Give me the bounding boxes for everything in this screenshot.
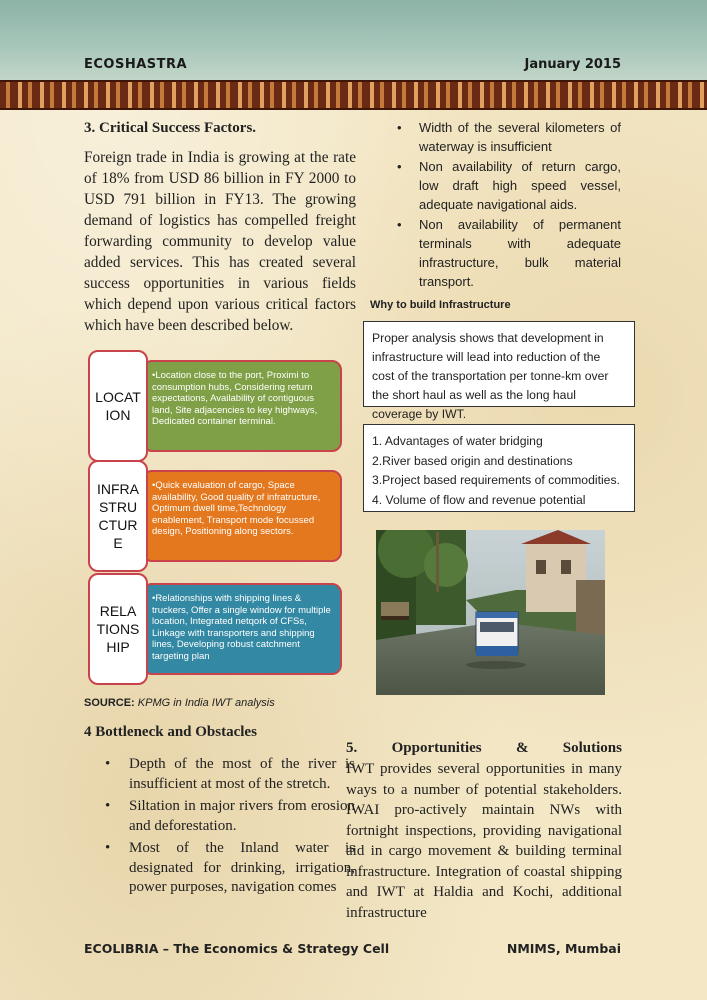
why-infrastructure-title: Why to build Infrastructure	[370, 299, 511, 311]
waterway-boat-photo	[376, 530, 605, 695]
factor-location-label	[88, 350, 148, 462]
list-item: • Most of the Inland water is designated for drinking, irrigation, power purposes, navigation comes	[105, 839, 355, 898]
factor-infrastructure-label-text: INFRASTRUCTURE	[97, 481, 139, 551]
section-5-word: &	[515, 740, 529, 756]
source-label: SOURCE:	[84, 697, 135, 709]
factor-relationship	[88, 573, 342, 685]
section-5-title	[346, 740, 622, 757]
advantage-item: 2.River based origin and destinations	[372, 453, 573, 468]
footer-cell-name: ECOLIBRIA – The Economics & Strategy Cell	[84, 941, 390, 956]
advantage-item: 1. Advantages of water bridging	[372, 434, 543, 448]
factor-infrastructure-box: •Quick evaluation of cargo, Space availability, Good quality of infratructure, Optimum dwell time,Technology enablement, Transport mode focussed design, Positioning along sectors.	[142, 470, 342, 562]
section-5-word: Solutions	[562, 740, 622, 756]
factor-relationship-label	[88, 573, 148, 685]
advantage-item: 4. Volume of flow and revenue potential	[372, 492, 586, 507]
issue-date: January 2015	[524, 57, 621, 72]
magazine-title: ECOSHASTRA	[84, 57, 188, 72]
list-item: • Width of the several kilometers of waterway is insufficient	[395, 118, 621, 156]
factor-location	[88, 350, 342, 462]
factor-relationship-box: •Relationships with shipping lines & truckers, Offer a single window for multiple location, Integrated netqork of CFSs, Linkage with transporters and shipping lines, Developing robust catchment targeting plan	[142, 583, 342, 675]
list-item: • Non availability of return cargo, low draft high speed vessel, adequate navigational aids.	[395, 157, 621, 214]
section-3-paragraph: Foreign trade in India is growing at the rate of 18% from USD 86 billion in FY 2000 to USD 791 billion in FY13. The growing demand of logistics has compelled freight forwarding community to develop value added services. This has created several success opportunities in various fields which depend upon various critical factors which have been described below.	[84, 149, 356, 334]
factor-location-label-text: LOCATION	[95, 389, 141, 423]
list-item: • Non availability of permanent terminals with adequate infrastructure, bulk material transport.	[395, 215, 621, 291]
advantages-box	[363, 424, 635, 512]
obstacle-bullets	[395, 118, 621, 292]
source-note	[84, 697, 275, 709]
why-infrastructure-box: Proper analysis shows that development in infrastructure will lead into reduction of the cost of the transportation per tonne-km over the short haul as well as the long haul coverage by IWT.	[363, 321, 635, 407]
factor-location-box: •Location close to the port, Proximi to consumption hubs, Considering return expectations, Availability of contiguous land, Site adjacencies to key highways, Dedicated container terminal.	[142, 360, 342, 452]
section-5-number: 5.	[346, 740, 358, 756]
section-3-title: 3. Critical Success Factors.	[84, 120, 257, 136]
source-text: KPMG in India IWT analysis	[134, 697, 275, 709]
section-4-title: 4 Bottleneck and Obstacles	[84, 724, 257, 740]
advantage-item: 3.Project based requirements of commodities.	[372, 473, 620, 487]
section-5-word: Opportunities	[391, 740, 482, 756]
factor-infrastructure	[88, 460, 342, 572]
decorative-border	[0, 80, 707, 110]
factor-relationship-label-text: RELATIONSHIP	[96, 603, 140, 655]
list-item: • Depth of the most of the river is insufficient at most of the stretch.	[105, 755, 355, 794]
bottleneck-list	[105, 755, 355, 901]
list-item: • Siltation in major rivers from erosion and deforestation.	[105, 797, 355, 836]
section-5-paragraph: IWT provides several opportunities in many ways to a number of potential stakeholders. IWAI pro-actively maintain NWs with fortnight inspections, providing navigational aid in cargo movement & building terminal infrastructure. Integration of coastal shipping and IWT at Haldia and Kochi, additional infrastructure	[346, 761, 622, 921]
footer-institution: NMIMS, Mumbai	[506, 941, 621, 956]
factor-infrastructure-label	[88, 460, 148, 572]
